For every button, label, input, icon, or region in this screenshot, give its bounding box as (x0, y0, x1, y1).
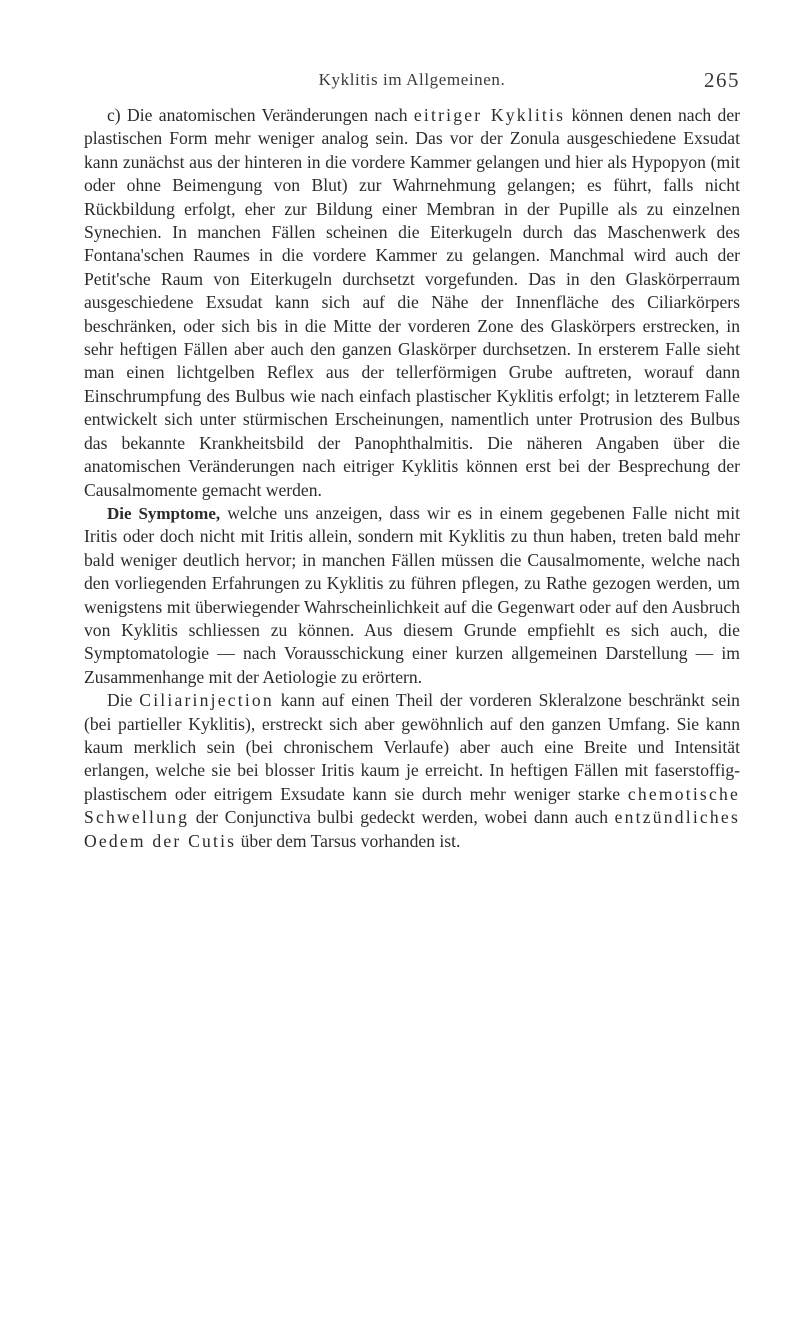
document-page (84, 0, 740, 853)
emphasis-ciliarinjection: Ciliarinjection (139, 690, 274, 711)
running-header (84, 70, 740, 104)
heading-die-symptome: Die Symptome, (107, 503, 221, 523)
emphasis-oedem-der-cutis: entzündliches Oedem der Cutis (84, 807, 740, 851)
body-text (84, 104, 740, 853)
text-segment: können denen nach der plastischen Form mehr weniger analog sein. Das vor der Zonula ausgeschiedene Exsudat kann zunächst aus der hinteren in die vordere Kammer gelangen und hier als Hypopyon (mit oder ohne Beimengung von Blut) zur Wahrnehmung gelangen; es führt, falls nicht Rückbildung erfolgt, eher zur Bildung einer Membran in der Pupille als zu einzelnen Synechien. In manchen Fällen scheinen die Eiterkugeln durch das Maschenwerk des Fontana'schen Raumes in die vordere Kammer zu gelangen. Manchmal wird auch der Petit'sche Raum von Eiterkugeln durchsetzt vorgefunden. Das in den Glaskörperraum ausgeschiedene Exsudat kann sich auf die Nähe der Innenfläche des Ciliarkörpers beschränken, oder sich bis in die Mitte der vorderen Zone des Glaskörpers erstrecken, in sehr heftigen Fällen aber auch den ganzen Glaskörper durchsetzen. In ersterem Falle sieht man einen lichtgelben Reflex aus der tellerförmigen Grube auftreten, worauf dann Einschrumpfung des Bulbus wie nach einfach plastischer Kyklitis erfolgt; in letzterem Falle entwickelt sich unter stürmischen Erscheinungen, namentlich unter Protrusion des Bulbus das bekannte Krankheitsbild der Panophthalmitis. Die näheren Angaben über die anatomischen Veränderungen nach eitriger Kyklitis können erst bei der Besprechung der Causalmomente gemacht werden. (84, 105, 741, 500)
text-segment: c) Die anatomischen Veränderungen nach (107, 105, 414, 125)
running-title: Kyklitis im Allgemeinen. (318, 70, 506, 89)
emphasis-chemotische-schwellung: chemotische Schwellung (84, 783, 740, 828)
text-segment: über dem Tarsus vorhanden ist. (236, 830, 461, 851)
text-segment: Die (107, 690, 140, 711)
text-segment: der Conjunctiva bulbi gedeckt werden, wobei dann auch (189, 807, 615, 828)
paragraph-symptoms (84, 502, 740, 689)
page-number: 265 (704, 68, 740, 92)
paragraph-ciliary-injection (84, 689, 740, 853)
paragraph-anatomical-changes (84, 104, 740, 502)
text-segment: kann auf einen Theil der vorderen Skleralzone beschränkt sein (bei partieller Kyklitis), erstreckt sich aber gewöhnlich auf den ganzen Umfang. Sie kann kaum merklich sein (bei chronischem Verlaufe) aber auch eine Breite und Intensität erlangen, welche sie bei blosser Iritis kaum je erreicht. In heftigen Fällen mit faserstoffig-plastischem oder eitrigem Exsudate kann sie durch mehr weniger starke (84, 690, 740, 804)
text-segment: welche uns anzeigen, dass wir es in einem gegebenen Falle nicht mit Iritis oder doch nicht mit Iritis allein, sondern mit Kyklitis zu thun haben, treten bald mehr bald weniger deutlich hervor; in manchen Fällen müssen die Causalmomente, welche nach den vorliegenden Erfahrungen zu Kyklitis zu führen pflegen, zu Rathe gezogen werden, um wenigstens mit überwiegender Wahrscheinlichkeit auf die Gegenwart oder auf den Ausbruch von Kyklitis schliessen zu können. Aus diesem Grunde empfiehlt es sich auch, die Symptomatologie — nach Vorausschickung einer kurzen allgemeinen Darstellung — im Zusammenhange mit der Aetiologie zu erörtern. (84, 502, 741, 687)
emphasis-eitriger-kyklitis: eitriger Kyklitis (413, 105, 566, 125)
